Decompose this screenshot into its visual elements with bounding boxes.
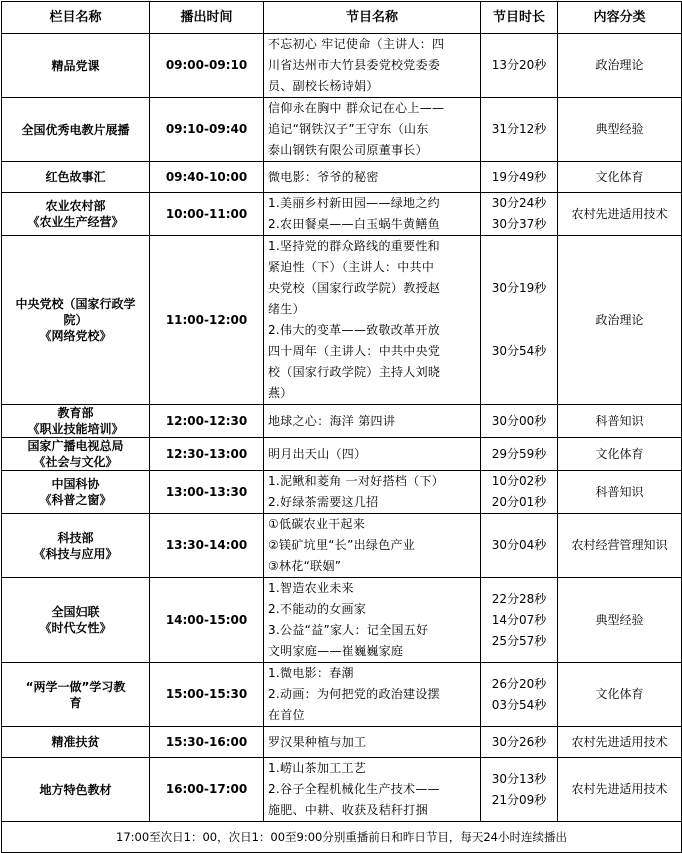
- broadcast-time-cell: 09:40-10:00: [150, 162, 264, 193]
- program-name-line: 2.伟大的变革——致敬改革开放: [268, 323, 440, 337]
- header-program-name: 节目名称: [264, 2, 481, 34]
- duration-cell: [481, 405, 558, 438]
- program-name-cell: [264, 162, 481, 193]
- duration-line: 25分57秒: [491, 633, 547, 648]
- schedule-table: [1, 1, 682, 853]
- footer-note: 17:00至次日1：00，次日1：00至9:00分别重播前日和昨日节目，每天24小时连续播出: [2, 822, 682, 853]
- program-name-line: ②镁矿坑里“长”出绿色产业: [268, 538, 416, 552]
- program-name-cell: [264, 193, 481, 236]
- broadcast-time-cell: 15:00-15:30: [150, 663, 264, 727]
- program-name-cell: [264, 236, 481, 405]
- column-name-line: 教育部: [57, 406, 94, 420]
- column-name-line: 《农业生产经营》: [27, 215, 124, 229]
- column-name-line: 《社会与文化》: [33, 455, 118, 469]
- category-cell: 文化体育: [558, 663, 682, 727]
- duration-line: 03分54秒: [491, 697, 547, 712]
- column-name-line: 中国科协: [51, 477, 100, 491]
- column-name-line: 红色故事汇: [45, 170, 106, 184]
- category-cell: 典型经验: [558, 578, 682, 663]
- category-cell: 文化体育: [558, 162, 682, 193]
- program-name-cell: [264, 471, 481, 514]
- duration-line: 30分54秒: [491, 344, 547, 358]
- table-row: [2, 34, 682, 98]
- column-name-cell: [2, 758, 150, 822]
- duration-line: 19分49秒: [491, 169, 547, 184]
- program-name-cell: [264, 758, 481, 822]
- program-name-line: 2.不能动的女画家: [268, 602, 367, 616]
- table-row: [2, 405, 682, 438]
- category-cell: 文化体育: [558, 438, 682, 471]
- column-name-cell: [2, 727, 150, 758]
- duration-line: 29分59秒: [491, 446, 547, 461]
- program-name-line: 微电影：爷爷的秘密: [268, 169, 379, 184]
- column-name-line: 中央党校（国家行政学: [15, 297, 136, 311]
- duration-line: 13分20秒: [491, 58, 547, 72]
- footer-row: [2, 822, 682, 853]
- broadcast-time-cell: 09:10-09:40: [150, 98, 264, 162]
- program-name-line: 明月出天山（四）: [268, 446, 367, 461]
- table-row: [2, 758, 682, 822]
- column-name-cell: [2, 514, 150, 578]
- duration-line: 30分19秒: [491, 281, 547, 295]
- header-row: [2, 2, 682, 34]
- program-name-line: 1.微电影：春潮: [268, 666, 354, 680]
- duration-line: 26分20秒: [491, 676, 547, 691]
- column-name-line: 《科技与应用》: [33, 546, 118, 561]
- table-row: [2, 471, 682, 514]
- table-row: [2, 162, 682, 193]
- table-row: [2, 98, 682, 162]
- broadcast-time-cell: 13:00-13:30: [150, 471, 264, 514]
- program-name-line: 校（国家行政学院）主持人刘晓: [268, 365, 441, 379]
- category-cell: 典型经验: [558, 98, 682, 162]
- program-name-line: 绪生）: [268, 302, 305, 316]
- duration-line: 30分37秒: [491, 217, 547, 231]
- broadcast-time-cell: 12:30-13:00: [150, 438, 264, 471]
- program-name-cell: [264, 405, 481, 438]
- program-name-line: 地球之心：海洋 第四讲: [268, 413, 396, 428]
- header-duration: 节目时长: [481, 2, 558, 34]
- duration-cell: [481, 438, 558, 471]
- program-name-cell: [264, 98, 481, 162]
- duration-cell: [481, 162, 558, 193]
- column-name-cell: [2, 663, 150, 727]
- category-cell: 政治理论: [558, 34, 682, 98]
- duration-cell: [481, 471, 558, 514]
- category-cell: 科普知识: [558, 471, 682, 514]
- program-name-line: ③林花“联姻”: [268, 559, 342, 573]
- column-name-cell: [2, 405, 150, 438]
- category-cell: 农村先进适用技术: [558, 193, 682, 236]
- broadcast-time-cell: 12:00-12:30: [150, 405, 264, 438]
- column-name-line: 育: [69, 695, 82, 710]
- column-name-cell: [2, 162, 150, 193]
- column-name-cell: [2, 34, 150, 98]
- duration-cell: [481, 236, 558, 405]
- program-name-line: 2.好绿茶需要这几招: [268, 495, 379, 509]
- program-name-line: ①低碳农业干起来: [268, 517, 366, 531]
- table-row: [2, 578, 682, 663]
- table-row: [2, 663, 682, 727]
- program-name-line: 紧迫性（下）（主讲人：中共中: [268, 260, 435, 274]
- table-row: [2, 727, 682, 758]
- program-name-line: 1.崂山茶加工工艺: [268, 761, 367, 775]
- column-name-line: 国家广播电视总局: [27, 439, 124, 453]
- program-name-cell: [264, 438, 481, 471]
- column-name-line: 科技部: [57, 530, 94, 545]
- category-cell: 农村先进适用技术: [558, 758, 682, 822]
- table-row: [2, 514, 682, 578]
- duration-line: 14分07秒: [491, 612, 547, 627]
- program-name-line: 3.公益“益”家人：记全国五好: [268, 623, 429, 637]
- program-name-line: 四十周年（主讲人：中共中央党: [268, 344, 441, 358]
- program-name-cell: [264, 514, 481, 578]
- header-category: 内容分类: [558, 2, 682, 34]
- duration-cell: [481, 98, 558, 162]
- column-name-cell: [2, 98, 150, 162]
- duration-line: [481, 320, 557, 341]
- program-name-line: 不忘初心 牢记使命（主讲人：四: [268, 37, 445, 51]
- header-broadcast-time: 播出时间: [150, 2, 264, 34]
- broadcast-time-cell: 10:00-11:00: [150, 193, 264, 236]
- program-name-line: 文明家庭——崔巍巍家庭: [268, 644, 404, 658]
- category-cell: 农村经营管理知识: [558, 514, 682, 578]
- program-name-line: 2.农田餐桌——白玉蜗牛黄鳝鱼: [268, 217, 440, 231]
- duration-line: 22分28秒: [491, 591, 547, 606]
- broadcast-time-cell: 09:00-09:10: [150, 34, 264, 98]
- program-name-cell: [264, 578, 481, 663]
- program-name-line: 1.坚持党的群众路线的重要性和: [268, 239, 440, 253]
- program-name-line: 2.动画：为何把党的政治建设摆: [268, 687, 440, 701]
- category-cell: 农村先进适用技术: [558, 727, 682, 758]
- column-name-line: 全国妇联: [51, 605, 100, 619]
- table-row: [2, 193, 682, 236]
- category-cell: 政治理论: [558, 236, 682, 405]
- duration-line: 21分09秒: [491, 792, 547, 807]
- program-name-cell: [264, 34, 481, 98]
- program-name-line: 1.美丽乡村新田园——绿地之约: [268, 196, 440, 210]
- duration-line: 30分04秒: [491, 538, 547, 552]
- duration-cell: [481, 193, 558, 236]
- program-name-line: 罗汉果种植与加工: [268, 734, 367, 749]
- duration-line: 30分00秒: [491, 413, 547, 428]
- column-name-line: 全国优秀电教片展播: [21, 122, 130, 137]
- program-name-line: 信仰永在胸中 群众记在心上——: [268, 101, 445, 115]
- program-name-line: 在首位: [268, 708, 305, 722]
- program-name-line: 泰山钢铁有限公司原董事长）: [268, 143, 428, 157]
- program-name-line: 施肥、中耕、收获及秸秆打捆: [268, 803, 428, 817]
- duration-line: 30分24秒: [491, 196, 547, 210]
- column-name-cell: [2, 471, 150, 514]
- column-name-cell: [2, 578, 150, 663]
- column-name-line: 农业农村部: [45, 199, 106, 213]
- column-name-line: 地方特色教材: [39, 782, 112, 797]
- broadcast-time-cell: 16:00-17:00: [150, 758, 264, 822]
- broadcast-time-cell: 13:30-14:00: [150, 514, 264, 578]
- broadcast-time-cell: 15:30-16:00: [150, 727, 264, 758]
- duration-line: 31分12秒: [491, 122, 547, 136]
- program-name-line: 燕）: [268, 386, 293, 400]
- duration-cell: [481, 34, 558, 98]
- program-name-cell: [264, 663, 481, 727]
- program-name-line: 员、副校长杨诗娟）: [268, 79, 379, 93]
- program-name-line: 2.谷子全程机械化生产技术——: [268, 782, 440, 796]
- column-name-line: 院）: [63, 313, 88, 327]
- duration-line: [481, 299, 557, 320]
- program-name-line: 川省达州市大竹县委党校党委委: [268, 58, 441, 72]
- column-name-line: 精准扶贫: [51, 735, 100, 749]
- category-cell: 科普知识: [558, 405, 682, 438]
- column-name-cell: [2, 438, 150, 471]
- duration-line: 30分13秒: [491, 771, 547, 786]
- broadcast-time-cell: 14:00-15:00: [150, 578, 264, 663]
- column-name-cell: [2, 236, 150, 405]
- column-name-line: “两学一做”学习教: [25, 679, 126, 694]
- program-name-line: 追记“钢铁汉子”王守东（山东: [268, 122, 429, 136]
- duration-cell: [481, 727, 558, 758]
- program-name-line: 1.泥鳅和菱角 一对好搭档（下）: [268, 474, 445, 488]
- table-row: [2, 236, 682, 405]
- program-name-cell: [264, 727, 481, 758]
- duration-line: 30分26秒: [491, 734, 547, 749]
- broadcast-time-cell: 11:00-12:00: [150, 236, 264, 405]
- table-row: [2, 438, 682, 471]
- column-name-cell: [2, 193, 150, 236]
- duration-cell: [481, 514, 558, 578]
- column-name-line: 《网络党校》: [39, 329, 112, 343]
- duration-line: 20分01秒: [491, 495, 547, 509]
- column-name-line: 《科普之窗》: [39, 493, 112, 507]
- column-name-line: 《职业技能培训》: [27, 422, 124, 436]
- duration-cell: [481, 663, 558, 727]
- column-name-line: 精品党课: [51, 58, 100, 73]
- column-name-line: 《时代女性》: [39, 621, 112, 635]
- duration-cell: [481, 578, 558, 663]
- header-column-name: 栏目名称: [2, 2, 150, 34]
- program-name-line: 1.智造农业未来: [268, 581, 354, 595]
- program-name-line: 央党校（国家行政学院）教授赵: [268, 281, 441, 295]
- duration-cell: [481, 758, 558, 822]
- duration-line: 10分02秒: [491, 474, 547, 488]
